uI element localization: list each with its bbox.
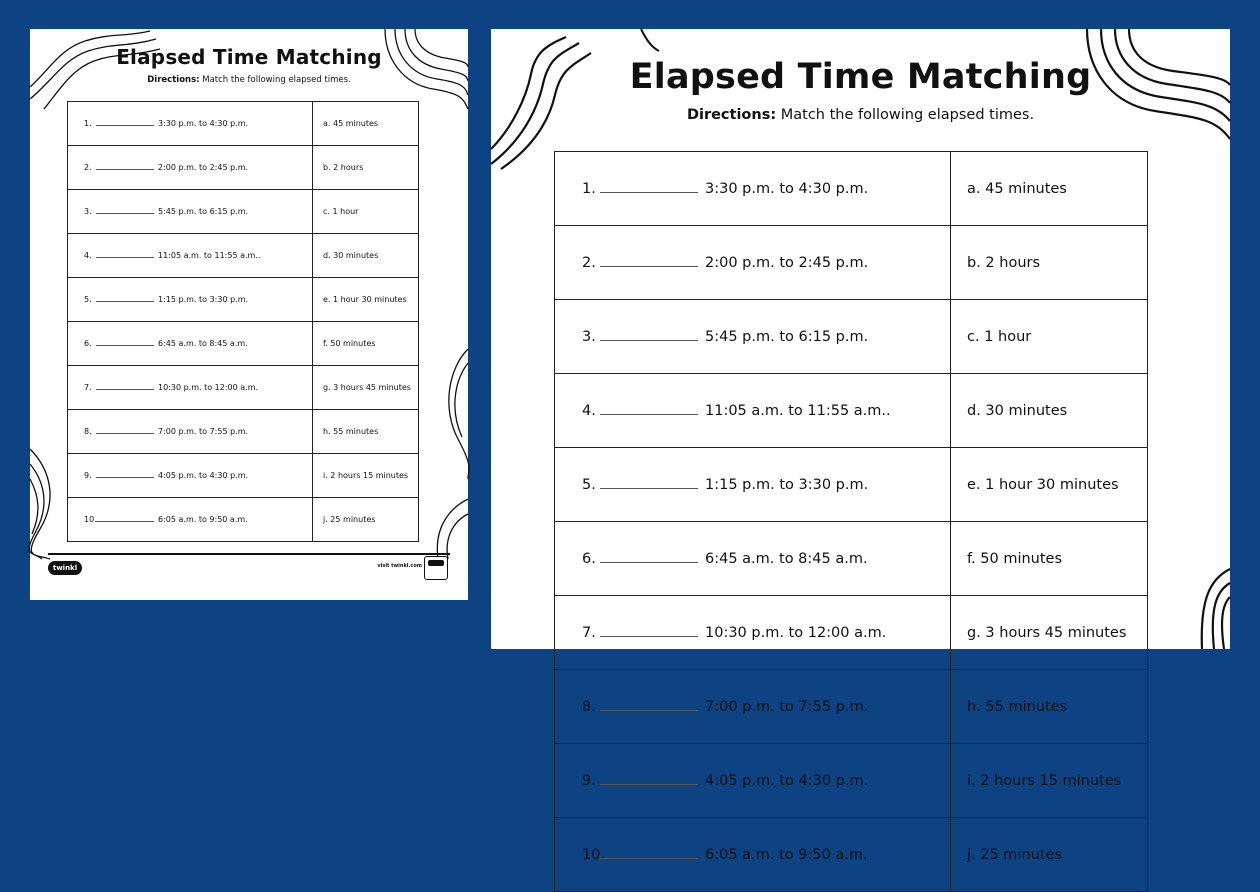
answer-option: c. 1 hour <box>313 190 419 234</box>
worksheet-directions <box>491 107 1230 123</box>
time-range: 6:05 a.m. to 9:50 a.m. <box>158 515 248 524</box>
answer-blank[interactable] <box>600 488 698 489</box>
answer-blank[interactable] <box>600 192 698 193</box>
directions-label: Directions: <box>686 107 777 123</box>
decorative-swirl-top-left <box>491 29 661 169</box>
worksheet-title: Elapsed Time Matching <box>116 45 382 69</box>
time-range: 11:05 a.m. to 11:55 a.m.. <box>705 402 891 419</box>
time-range: 5:45 p.m. to 6:15 p.m. <box>705 328 869 345</box>
answer-option: e. 1 hour 30 minutes <box>313 278 419 322</box>
table-row <box>555 596 1148 670</box>
question-number: 3. <box>582 328 596 345</box>
time-range: 2:00 p.m. to 2:45 p.m. <box>158 163 249 172</box>
time-range: 1:15 p.m. to 3:30 p.m. <box>705 476 869 493</box>
directions-text: Match the following elapsed times. <box>199 75 351 85</box>
question-number: 3. <box>84 207 92 216</box>
question-cell <box>68 498 313 542</box>
answer-option: a. 45 minutes <box>313 102 419 146</box>
question-number: 9. <box>84 471 92 480</box>
question-cell <box>555 374 951 448</box>
question-cell <box>68 366 313 410</box>
time-range: 10:30 p.m. to 12:00 a.m. <box>705 624 887 641</box>
table-row <box>68 190 419 234</box>
question-cell <box>555 744 951 818</box>
table-row <box>68 410 419 454</box>
question-number: 10. <box>582 846 606 863</box>
table-row <box>68 498 419 542</box>
answer-option: e. 1 hour 30 minutes <box>951 448 1148 522</box>
table-row <box>555 522 1148 596</box>
answer-option: j. 25 minutes <box>313 498 419 542</box>
time-range: 7:00 p.m. to 7:55 p.m. <box>705 698 869 715</box>
time-range: 5:45 p.m. to 6:15 p.m. <box>158 207 249 216</box>
worksheet-directions <box>30 75 468 85</box>
table-row <box>555 300 1148 374</box>
answer-option: g. 3 hours 45 minutes <box>951 596 1148 670</box>
question-cell <box>68 322 313 366</box>
answer-blank[interactable] <box>96 521 154 522</box>
answer-blank[interactable] <box>600 784 698 785</box>
question-cell <box>555 522 951 596</box>
question-number: 2. <box>582 254 596 271</box>
question-number: 8. <box>582 698 596 715</box>
answer-option: a. 45 minutes <box>951 152 1148 226</box>
question-cell <box>555 152 951 226</box>
question-number: 1. <box>84 119 92 128</box>
directions-text: Match the following elapsed times. <box>776 107 1035 123</box>
table-row <box>555 374 1148 448</box>
question-number: 7. <box>84 383 92 392</box>
answer-blank[interactable] <box>600 710 698 711</box>
question-number: 5. <box>84 295 92 304</box>
question-number: 5. <box>582 476 596 493</box>
answer-blank[interactable] <box>96 213 154 214</box>
answer-option: h. 55 minutes <box>951 670 1148 744</box>
question-cell <box>555 818 951 892</box>
question-number: 4. <box>84 251 92 260</box>
answer-option: g. 3 hours 45 minutes <box>313 366 419 410</box>
table-row <box>555 670 1148 744</box>
question-cell <box>68 454 313 498</box>
decorative-swirl-bottom-right <box>1190 569 1230 649</box>
question-number: 6. <box>84 339 92 348</box>
worksheet-page-large <box>491 29 1230 863</box>
answer-blank[interactable] <box>96 257 154 258</box>
table-row <box>555 448 1148 522</box>
time-range: 4:05 p.m. to 4:30 p.m. <box>158 471 249 480</box>
answer-option: d. 30 minutes <box>313 234 419 278</box>
question-number: 10. <box>84 515 97 524</box>
quality-badge-icon <box>424 556 448 580</box>
matching-table <box>67 101 419 542</box>
time-range: 1:15 p.m. to 3:30 p.m. <box>158 295 249 304</box>
question-cell <box>555 670 951 744</box>
question-cell <box>68 410 313 454</box>
answer-blank[interactable] <box>600 414 698 415</box>
matching-table <box>554 151 1148 892</box>
answer-option: f. 50 minutes <box>313 322 419 366</box>
visit-link-text: visit twinkl.com <box>377 563 422 569</box>
table-row <box>68 146 419 190</box>
table-row <box>555 152 1148 226</box>
question-number: 2. <box>84 163 92 172</box>
table-row <box>68 366 419 410</box>
footer-divider <box>48 553 450 555</box>
decorative-swirl-right <box>428 349 468 559</box>
question-cell <box>555 300 951 374</box>
answer-option: h. 55 minutes <box>313 410 419 454</box>
table-row <box>68 454 419 498</box>
answer-blank[interactable] <box>96 301 154 302</box>
worksheet-preview-small <box>30 29 468 600</box>
time-range: 4:05 p.m. to 4:30 p.m. <box>705 772 869 789</box>
question-number: 7. <box>582 624 596 641</box>
time-range: 6:45 a.m. to 8:45 a.m. <box>158 339 248 348</box>
answer-option: c. 1 hour <box>951 300 1148 374</box>
worksheet-title: Elapsed Time Matching <box>629 57 1092 97</box>
question-cell <box>555 448 951 522</box>
table-row <box>555 226 1148 300</box>
question-number: 9. <box>582 772 596 789</box>
answer-option: b. 2 hours <box>313 146 419 190</box>
answer-blank[interactable] <box>96 477 154 478</box>
directions-label: Directions: <box>147 75 200 85</box>
answer-option: d. 30 minutes <box>951 374 1148 448</box>
table-row <box>68 278 419 322</box>
time-range: 7:00 p.m. to 7:55 p.m. <box>158 427 249 436</box>
decorative-swirl-bottom-left <box>30 439 70 559</box>
table-row <box>555 818 1148 892</box>
time-range: 11:05 a.m. to 11:55 a.m.. <box>158 251 261 260</box>
time-range: 10:30 p.m. to 12:00 a.m. <box>158 383 259 392</box>
answer-option: i. 2 hours 15 minutes <box>951 744 1148 818</box>
question-number: 4. <box>582 402 596 419</box>
answer-blank[interactable] <box>600 636 698 637</box>
question-number: 1. <box>582 180 596 197</box>
table-row <box>555 744 1148 818</box>
time-range: 3:30 p.m. to 4:30 p.m. <box>158 119 249 128</box>
time-range: 6:45 a.m. to 8:45 a.m. <box>705 550 868 567</box>
answer-blank[interactable] <box>96 345 154 346</box>
answer-blank[interactable] <box>96 389 154 390</box>
question-cell <box>68 190 313 234</box>
question-cell <box>555 226 951 300</box>
time-range: 2:00 p.m. to 2:45 p.m. <box>705 254 869 271</box>
answer-blank[interactable] <box>600 340 698 341</box>
question-cell <box>68 234 313 278</box>
time-range: 3:30 p.m. to 4:30 p.m. <box>705 180 869 197</box>
table-row <box>68 234 419 278</box>
question-number: 6. <box>582 550 596 567</box>
twinkl-logo: twinkl <box>48 561 82 575</box>
question-number: 8. <box>84 427 92 436</box>
table-row <box>68 322 419 366</box>
answer-blank[interactable] <box>600 562 698 563</box>
decorative-swirl-top-left <box>30 29 160 109</box>
answer-blank[interactable] <box>600 266 698 267</box>
table-row <box>68 102 419 146</box>
question-cell <box>68 278 313 322</box>
answer-option: i. 2 hours 15 minutes <box>313 454 419 498</box>
time-range: 6:05 a.m. to 9:50 a.m. <box>705 846 868 863</box>
answer-blank[interactable] <box>96 125 154 126</box>
answer-blank[interactable] <box>600 858 698 859</box>
question-cell <box>68 102 313 146</box>
answer-option: f. 50 minutes <box>951 522 1148 596</box>
answer-blank[interactable] <box>96 433 154 434</box>
question-cell <box>68 146 313 190</box>
answer-blank[interactable] <box>96 169 154 170</box>
question-cell <box>555 596 951 670</box>
answer-option: j. 25 minutes <box>951 818 1148 892</box>
answer-option: b. 2 hours <box>951 226 1148 300</box>
